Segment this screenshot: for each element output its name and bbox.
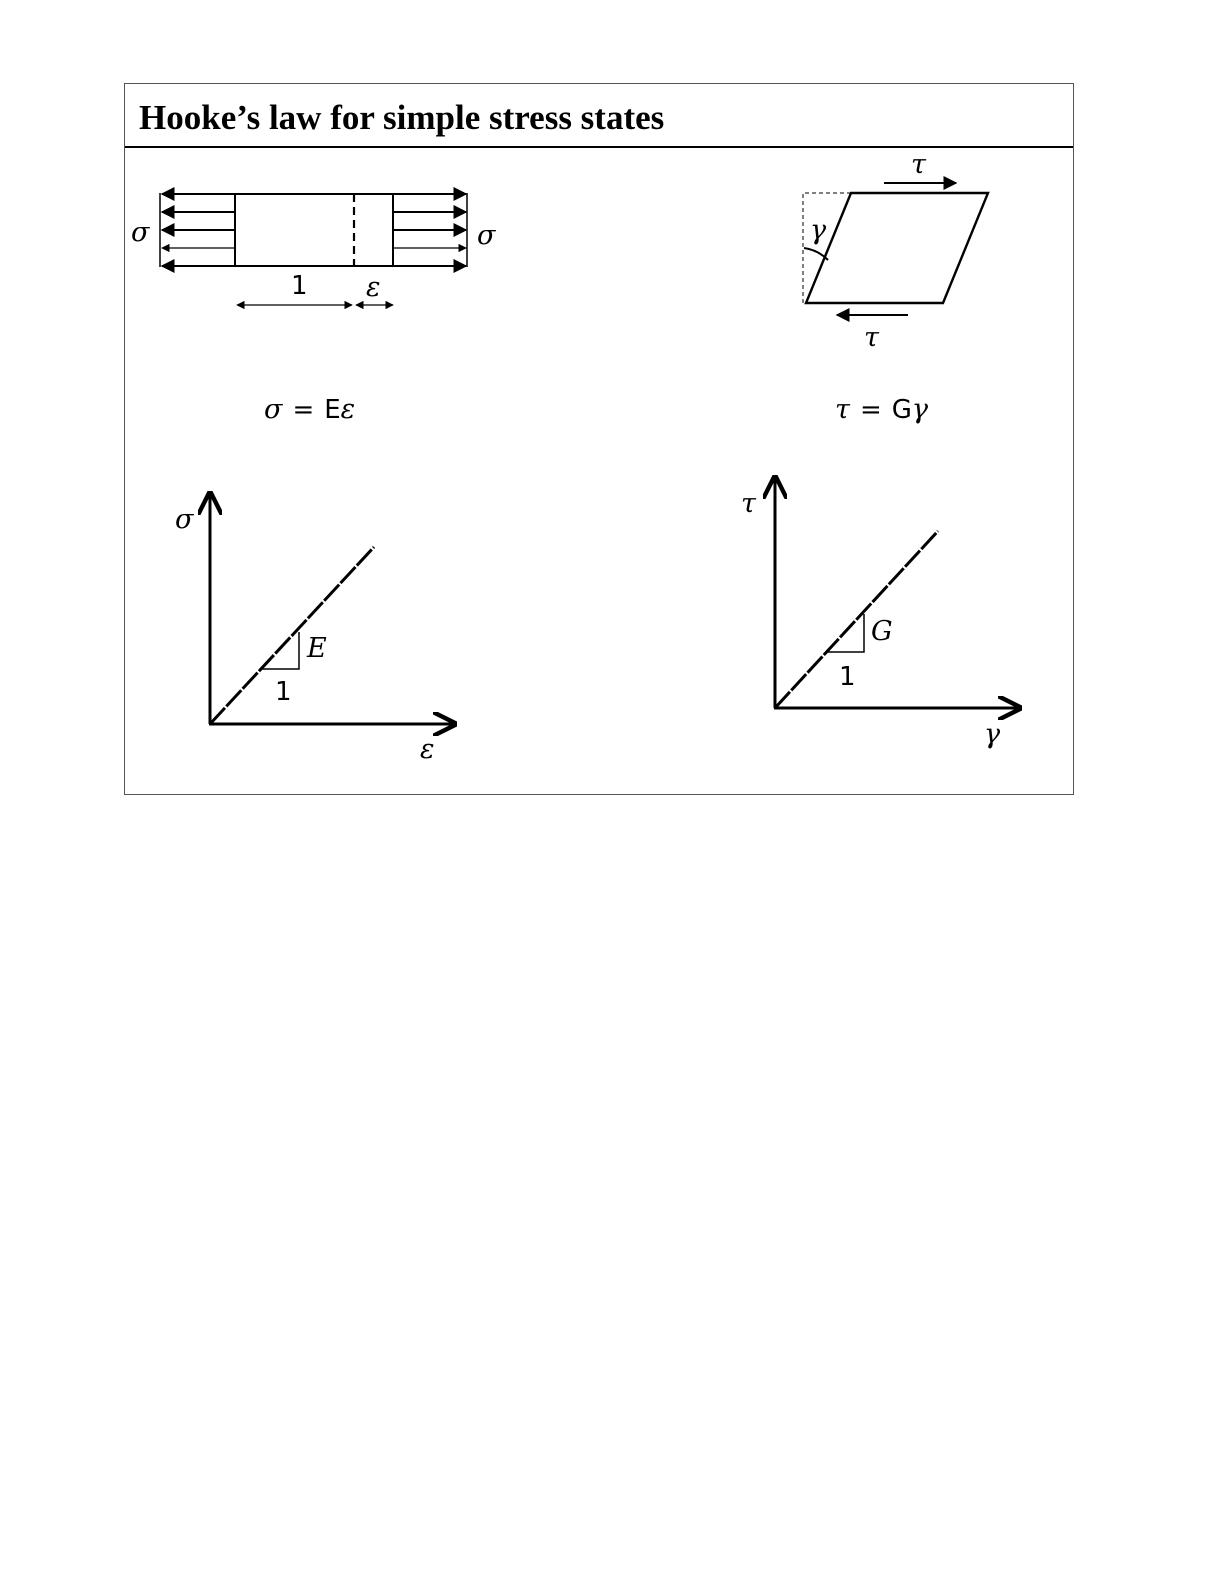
equation-lhs: σ [264,394,283,425]
shear-equation [835,394,929,425]
shear-angle-label: γ [810,215,827,246]
svg-text:σ=Eε [264,394,355,425]
run-label: 1 [839,662,856,692]
shear-stress-strain-graph [741,479,1018,750]
length-label: 1 [291,271,308,301]
left-stress-arrows [162,194,235,266]
shear-modulus-symbol: G [891,395,912,425]
equation-lhs: τ [835,394,850,425]
stress-label-left: σ [131,217,150,248]
y-axis-label: σ [175,504,194,535]
run-label: 1 [275,677,292,707]
shear-strain-symbol: γ [911,394,929,425]
equals-sign: = [292,395,315,425]
svg-text:τ=Gγ [835,394,929,425]
normal-equation [264,394,355,425]
x-axis-label: γ [984,719,1001,750]
shear-stress-label-bottom: τ [864,322,879,353]
right-stress-arrows [393,194,466,266]
slope-label: E [307,633,327,664]
linear-elastic-line [775,531,938,708]
shear-stress-label-top: τ [911,149,926,180]
slope-label: G [871,616,893,647]
y-axis-label: τ [741,488,756,519]
stress-label-right: σ [477,220,496,251]
x-axis-label: ε [420,734,435,765]
slide-title: Hooke’s law for simple stress states [139,98,665,137]
tension-figure [131,193,497,305]
linear-elastic-line [210,547,374,724]
elongation-label: ε [366,272,381,303]
shear-figure [803,149,988,353]
sheared-element [806,193,988,303]
modulus-symbol: E [324,395,341,425]
tension-bar [235,194,393,266]
equals-sign: = [859,395,882,425]
stress-strain-graph [175,495,453,765]
strain-symbol: ε [340,394,356,425]
